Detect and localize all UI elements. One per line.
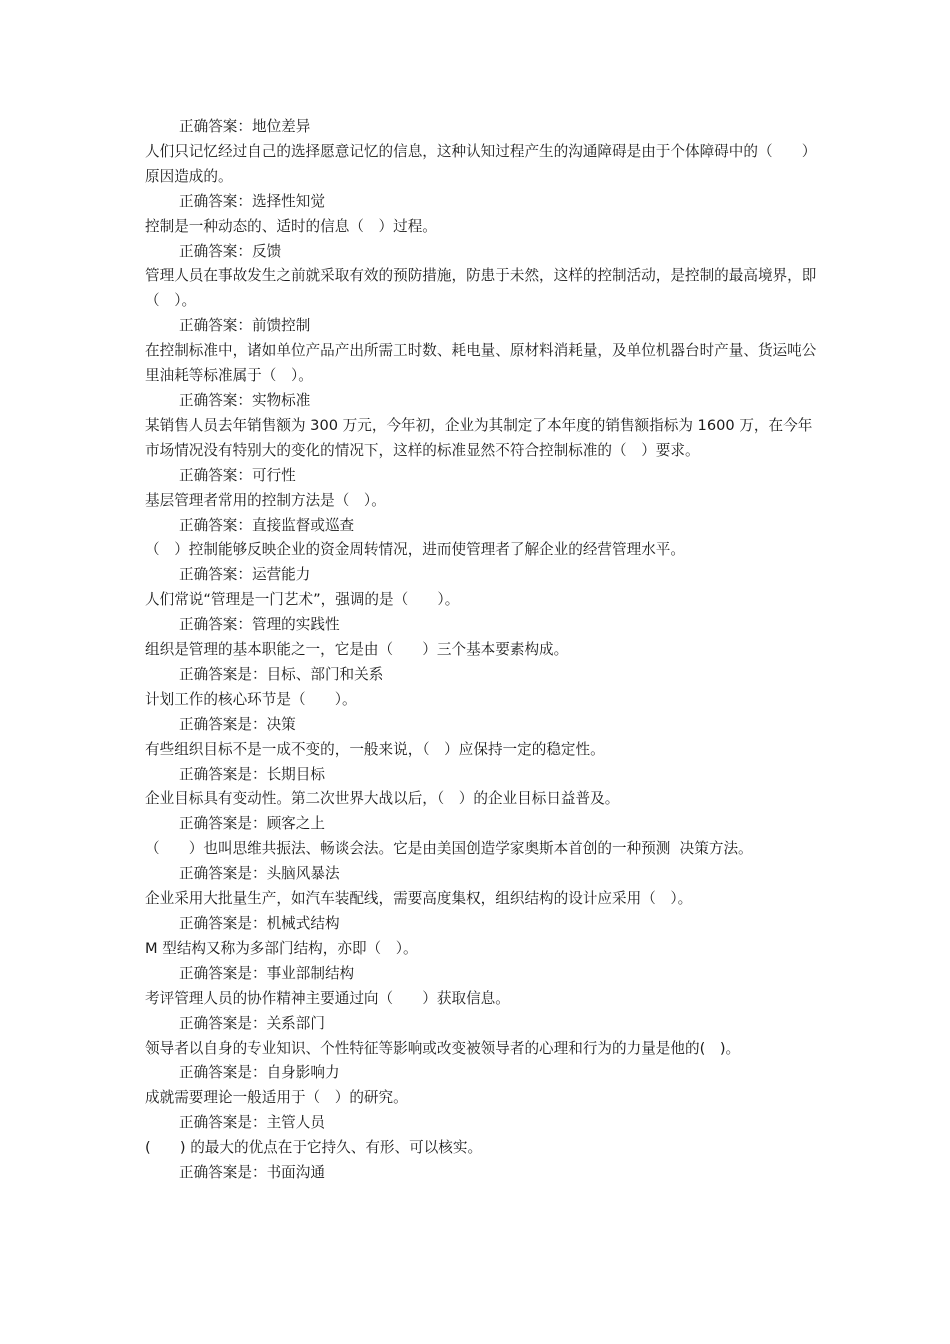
document-page — [145, 115, 825, 1186]
answer-line: 正确答案：选择性知觉 — [179, 192, 325, 210]
question-line: 计划工作的核心环节是（ ）。 — [145, 690, 357, 708]
question-line: 有些组织目标不是一成不变的，一般来说，（ ）应保持一定的稳定性。 — [145, 740, 605, 758]
question-line: 某销售人员去年销售额为 300 万元，今年初，企业为其制定了本年度的销售额指标为 1600 万，在今年市场情况没有特别大的变化的情况下，这样的标准显然不符合控制标准的（ ）要求。 — [145, 416, 813, 459]
question-line: 人们只记忆经过自己的选择愿意记忆的信息，这种认知过程产生的沟通障碍是由于个体障碍中的（ ）原因造成的。 — [145, 142, 817, 185]
question-line: 组织是管理的基本职能之一，它是由（ ）三个基本要素构成。 — [145, 641, 569, 659]
question-line: 基层管理者常用的控制方法是（ ）。 — [145, 491, 386, 509]
answer-line: 正确答案是：书面沟通 — [179, 1164, 325, 1182]
answer-line: 正确答案：前馈控制 — [179, 317, 311, 335]
question-line: 领导者以自身的专业知识、个性特征等影响或改变被领导者的心理和行为的力量是他的( )。 — [145, 1039, 741, 1057]
question-line: 在控制标准中，诸如单位产品产出所需工时数、耗电量、原材料消耗量，及单位机器台时产量、货运吨公里油耗等标准属于（ ）。 — [145, 342, 817, 385]
answer-line: 正确答案：可行性 — [179, 466, 296, 484]
answer-line: 正确答案是：关系部门 — [179, 1014, 325, 1032]
answer-line: 正确答案是：头脑风暴法 — [179, 865, 340, 883]
answer-line: 正确答案是：决策 — [179, 715, 296, 733]
answer-line: 正确答案是：主管人员 — [179, 1114, 325, 1132]
question-line: 企业目标具有变动性。第二次世界大战以后，（ ）的企业目标日益普及。 — [145, 790, 620, 808]
answer-line: 正确答案是：顾客之上 — [179, 815, 325, 833]
question-line: （ ）也叫思维共振法、畅谈会法。它是由美国创造学家奥斯本首创的一种预测 决策方法。 — [145, 840, 753, 858]
answer-line: 正确答案：反馈 — [179, 242, 282, 260]
question-line: 控制是一种动态的、适时的信息（ ）过程。 — [145, 217, 437, 235]
question-line: 企业采用大批量生产，如汽车装配线，需要高度集权，组织结构的设计应采用（ ）。 — [145, 890, 693, 908]
answer-line: 正确答案是：事业部制结构 — [179, 964, 355, 982]
answer-line: 正确答案：地位差异 — [179, 118, 311, 135]
answer-line: 正确答案：实物标准 — [179, 391, 311, 409]
question-line: 管理人员在事故发生之前就采取有效的预防措施，防患于未然，这样的控制活动，是控制的最高境界，即（ ）。 — [145, 267, 817, 310]
question-line: M 型结构又称为多部门结构，亦即（ ）。 — [145, 939, 418, 957]
answer-line: 正确答案是：机械式结构 — [179, 915, 340, 932]
answer-line: 正确答案是：自身影响力 — [179, 1064, 340, 1082]
answer-line: 正确答案：直接监督或巡查 — [179, 516, 355, 534]
answer-line: 正确答案是：长期目标 — [179, 765, 325, 783]
question-line: （ ）控制能够反映企业的资金周转情况，进而使管理者了解企业的经营管理水平。 — [145, 541, 685, 559]
answer-line: 正确答案：管理的实践性 — [179, 616, 340, 634]
question-line: 人们常说“管理是一门艺术”，强调的是（ ）。 — [145, 591, 460, 609]
answer-line: 正确答案：运营能力 — [179, 566, 311, 584]
question-line: 考评管理人员的协作精神主要通过向（ ）获取信息。 — [145, 989, 510, 1007]
answer-line: 正确答案是：目标、部门和关系 — [179, 665, 384, 683]
question-line: ( ) 的最大的优点在于它持久、有形、可以核实。 — [145, 1139, 483, 1157]
question-line: 成就需要理论一般适用于（ ）的研究。 — [145, 1089, 408, 1107]
